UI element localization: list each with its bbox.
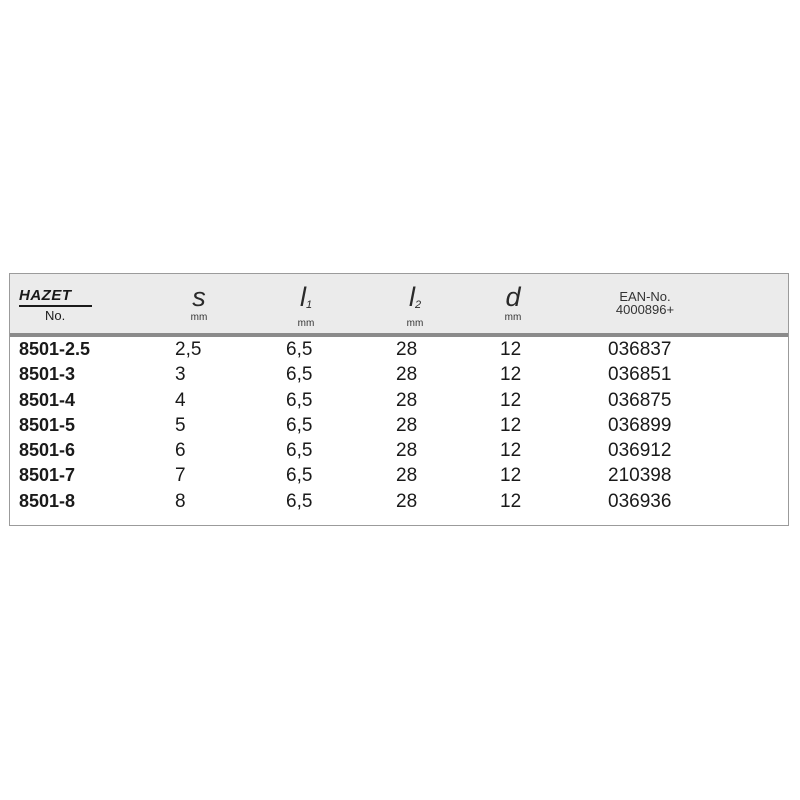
table-row: [10, 463, 788, 488]
spec-table: [9, 273, 789, 526]
cell-d: 12: [500, 339, 522, 360]
header-s-symbol: s: [192, 282, 206, 312]
table-row: [10, 489, 788, 514]
table-body: [10, 337, 788, 514]
cell-ean: 036875: [608, 389, 672, 411]
header-l1: [280, 284, 332, 329]
cell-ean: 036936: [608, 490, 672, 512]
table-row: [10, 337, 788, 362]
header-l1-unit: mm: [297, 318, 315, 329]
cell-s: 4: [175, 389, 186, 411]
cell-s: 2,5: [175, 339, 202, 360]
cell-d: 12: [500, 389, 522, 411]
hazet-logo: HAZET: [19, 288, 92, 307]
cell-no: 8501-7: [19, 465, 76, 486]
cell-no: 8501-2.5: [19, 339, 91, 359]
header-d-symbol: d: [505, 282, 521, 312]
cell-l1: 6,5: [286, 364, 313, 386]
header-d: [487, 284, 539, 323]
table-row: [10, 362, 788, 387]
cell-l1: 6,5: [286, 414, 313, 436]
cell-d: 12: [500, 440, 522, 462]
cell-ean: 036851: [608, 364, 672, 386]
header-l2-symbol: [389, 284, 441, 317]
header-ean: [605, 290, 685, 316]
header-l1-symbol: [280, 284, 332, 317]
cell-ean: 036837: [608, 339, 672, 360]
cell-l2: 28: [396, 414, 418, 436]
header-s: [173, 284, 225, 323]
cell-no: 8501-5: [19, 414, 76, 435]
header-s-unit: mm: [190, 312, 208, 323]
cell-l2: 28: [396, 440, 418, 462]
table-row: [10, 438, 788, 463]
cell-s: 8: [175, 490, 186, 512]
cell-l2: 28: [396, 364, 418, 386]
cell-s: 7: [175, 465, 186, 487]
cell-ean: 210398: [608, 465, 672, 487]
table-header: [10, 274, 788, 333]
cell-no: 8501-6: [19, 440, 76, 461]
table-row: [10, 413, 788, 438]
cell-no: 8501-8: [19, 490, 76, 511]
header-d-unit: mm: [504, 312, 522, 323]
cell-l2: 28: [396, 339, 418, 360]
cell-l2: 28: [396, 490, 418, 512]
cell-l1: 6,5: [286, 465, 313, 487]
cell-ean: 036899: [608, 414, 672, 436]
header-l2: [389, 284, 441, 329]
header-l1-letter: l: [299, 282, 306, 312]
cell-l1: 6,5: [286, 490, 313, 512]
cell-d: 12: [500, 490, 522, 512]
header-l1-subscript: 1: [305, 299, 313, 311]
cell-d: 12: [500, 364, 522, 386]
header-l2-unit: mm: [406, 318, 424, 329]
header-l2-letter: l: [408, 282, 415, 312]
brand-header-cell: [19, 288, 94, 323]
table-row: [10, 388, 788, 413]
cell-s: 5: [175, 414, 186, 436]
cell-l1: 6,5: [286, 339, 313, 360]
cell-s: 6: [175, 440, 186, 462]
cell-l2: 28: [396, 389, 418, 411]
cell-l1: 6,5: [286, 389, 313, 411]
cell-l1: 6,5: [286, 440, 313, 462]
header-l2-subscript: 2: [414, 299, 422, 311]
cell-s: 3: [175, 364, 186, 386]
cell-no: 8501-3: [19, 364, 76, 385]
cell-no: 8501-4: [19, 389, 76, 410]
cell-d: 12: [500, 414, 522, 436]
cell-d: 12: [500, 465, 522, 487]
cell-ean: 036912: [608, 440, 672, 462]
header-ean-prefix: 4000896+: [615, 302, 675, 317]
header-ean-title: EAN-No.: [619, 289, 671, 304]
header-no: No.: [45, 308, 66, 323]
cell-l2: 28: [396, 465, 418, 487]
